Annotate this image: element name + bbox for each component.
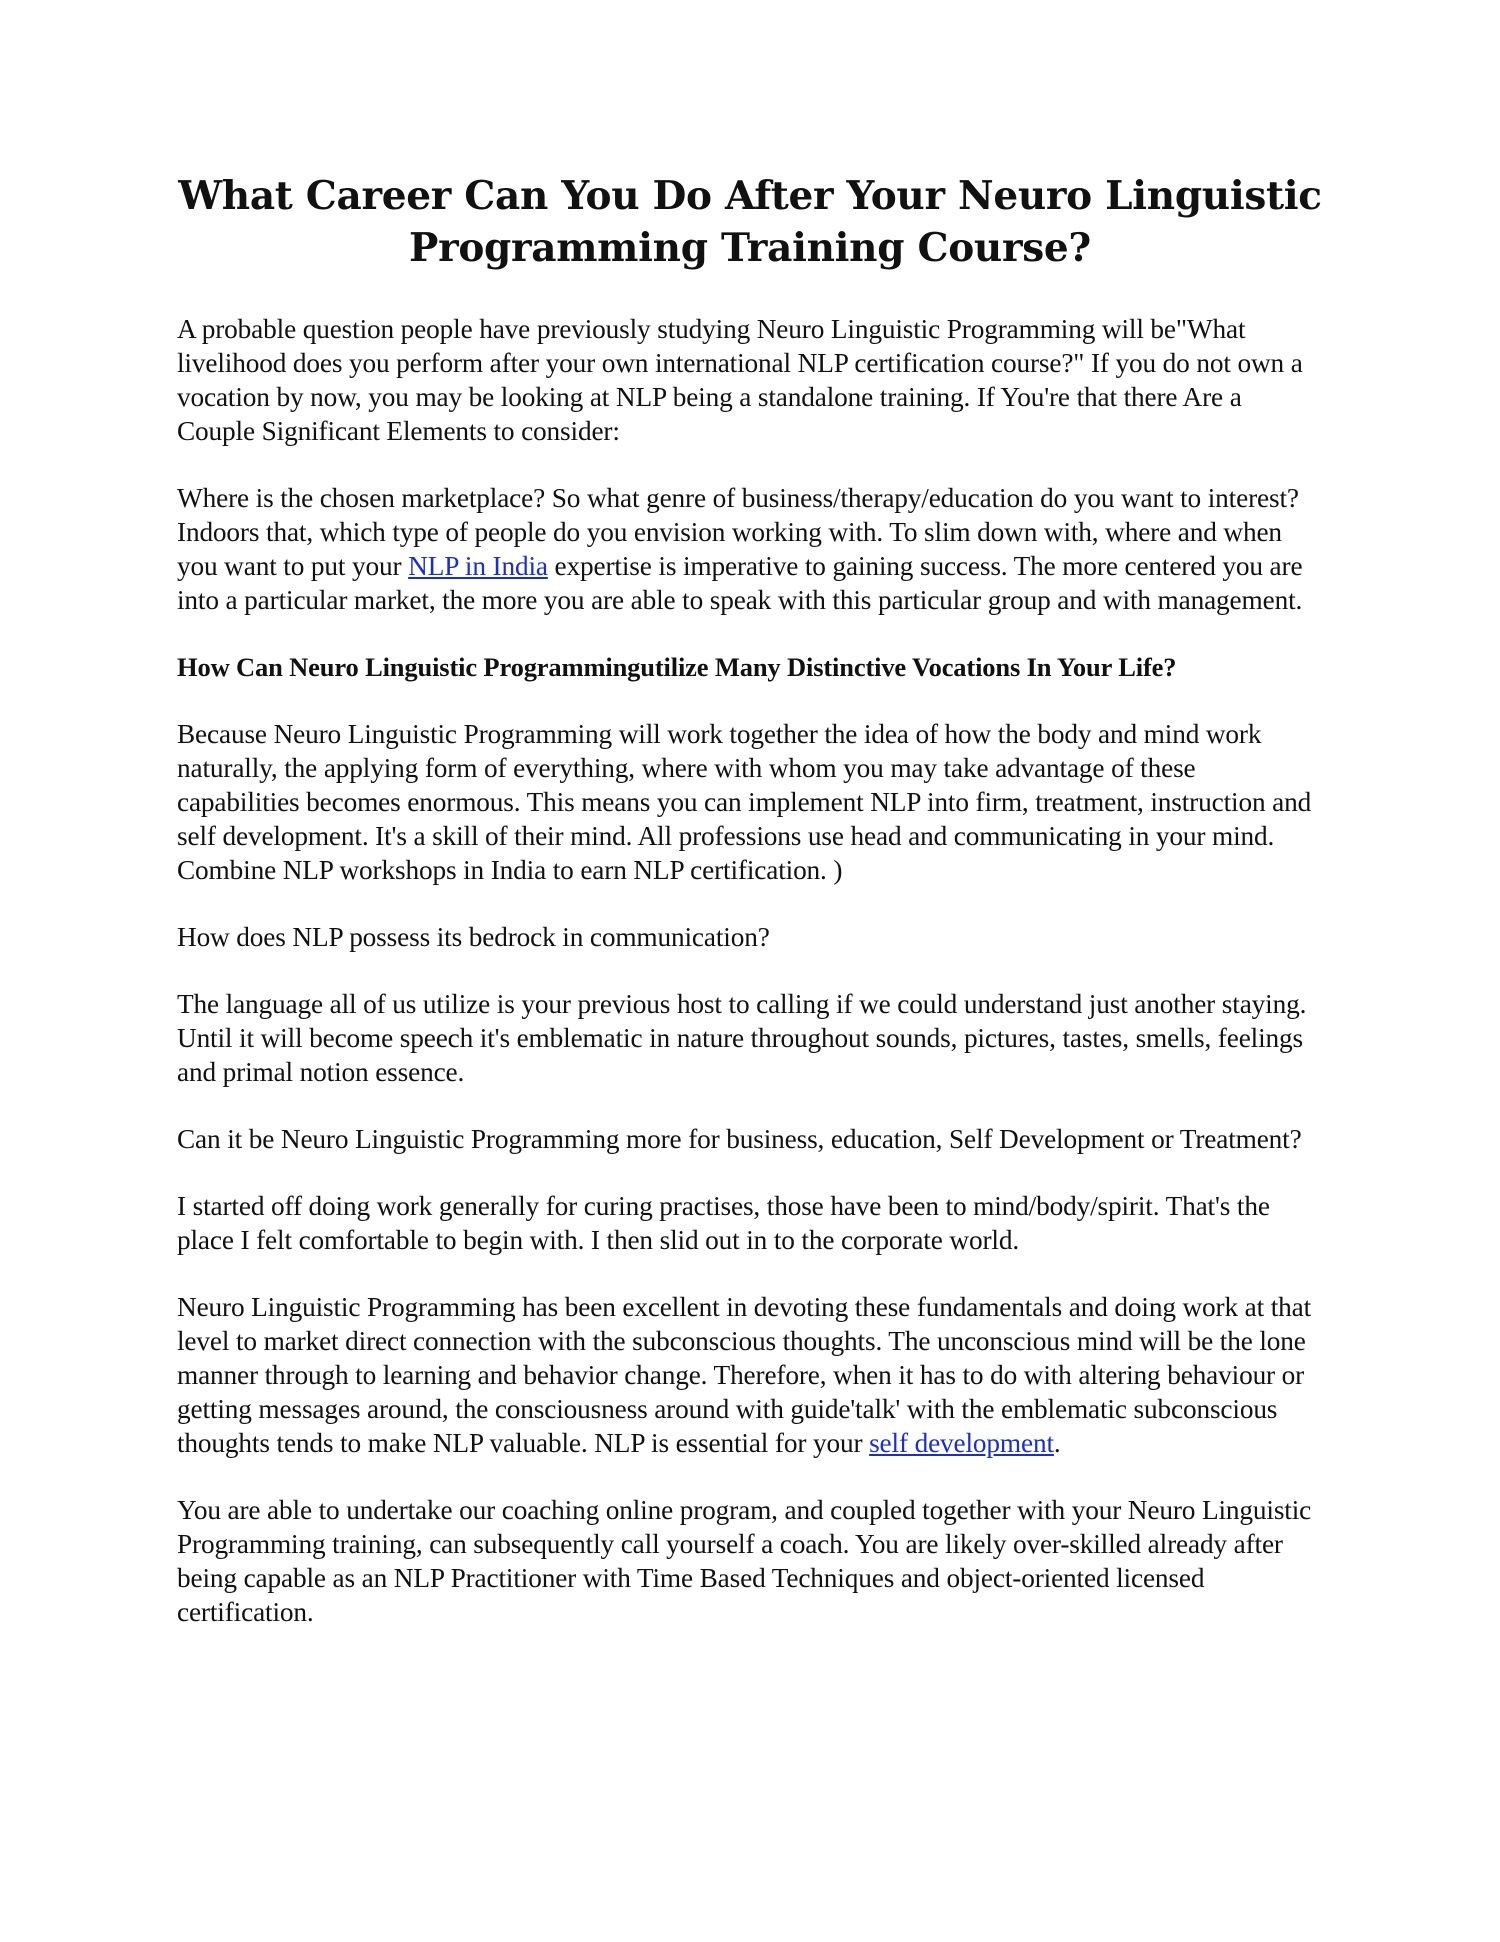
section-subheading: How Can Neuro Linguistic Programmingutilize Many Distinctive Vocations In Your Life? xyxy=(177,652,1177,682)
paragraph-vocations: Because Neuro Linguistic Programming will work together the idea of how the body and mind work naturally, the applying form of everything, where with whom you may take advantage of these capabilities becomes enormous. This means you can implement NLP into firm, treatment, instruction and self development. It's a skill of their mind. All professions use head and communicating in your mind. Combine NLP workshops in India to earn NLP certification. ) xyxy=(177,719,1312,885)
nlp-in-india-link[interactable]: NLP in India xyxy=(408,551,548,581)
paragraph-text: expertise is imperative to gaining success. The more centered you are into a particular market, the more you are able to speak with this particular group and with management. xyxy=(177,551,1303,615)
paragraph-subconscious xyxy=(177,1290,1323,1460)
self-development-link[interactable]: self development xyxy=(869,1428,1054,1458)
document-page xyxy=(177,170,1323,1662)
paragraph-intro: A probable question people have previously studying Neuro Linguistic Programming will be"What livelihood does you perform after your own international NLP certification course?" If you do not own a vocation by now, you may be looking at NLP being a standalone training. If You're that there Are a Couple Significant Elements to consider: xyxy=(177,314,1303,446)
paragraph-text: . xyxy=(1053,1428,1061,1458)
paragraph-text: Where is the chosen marketplace? So what genre of business/therapy/education do you want to interest? Indoors that, which type of people do you envision working with. To slim down with, where and when you want to put your xyxy=(177,483,1299,581)
paragraph-business-question: Can it be Neuro Linguistic Programming more for business, education, Self Development or Treatment? xyxy=(177,1124,1302,1154)
paragraph-communication-question: How does NLP possess its bedrock in communication? xyxy=(177,922,770,952)
paragraph-marketplace xyxy=(177,481,1323,617)
document-title: What Career Can You Do After Your Neuro Linguistic Programming Training Course? xyxy=(178,173,1322,271)
paragraph-experience: I started off doing work generally for curing practises, those have been to mind/body/spirit. That's the place I felt comfortable to begin with. I then slid out in to the corporate world. xyxy=(177,1191,1270,1255)
paragraph-coaching: You are able to undertake our coaching online program, and coupled together with your Neuro Linguistic Programming training, can subsequently call yourself a coach. You are likely over-skilled already after being capable as an NLP Practitioner with Time Based Techniques and object-oriented licensed certification. xyxy=(177,1495,1312,1627)
paragraph-text: Neuro Linguistic Programming has been excellent in devoting these fundamentals and doing work at that level to market direct connection with the subconscious thoughts. The unconscious mind will be the lone manner through to learning and behavior change. Therefore, when it has to do with altering behaviour or getting messages around, the consciousness around with guide'talk' with the emblematic subconscious thoughts tends to make NLP valuable. NLP is essential for your xyxy=(177,1292,1312,1458)
paragraph-language: The language all of us utilize is your previous host to calling if we could understand just another staying. Until it will become speech it's emblematic in nature throughout sounds, pictures, tastes, smells, feelings and primal notion essence. xyxy=(177,989,1307,1087)
